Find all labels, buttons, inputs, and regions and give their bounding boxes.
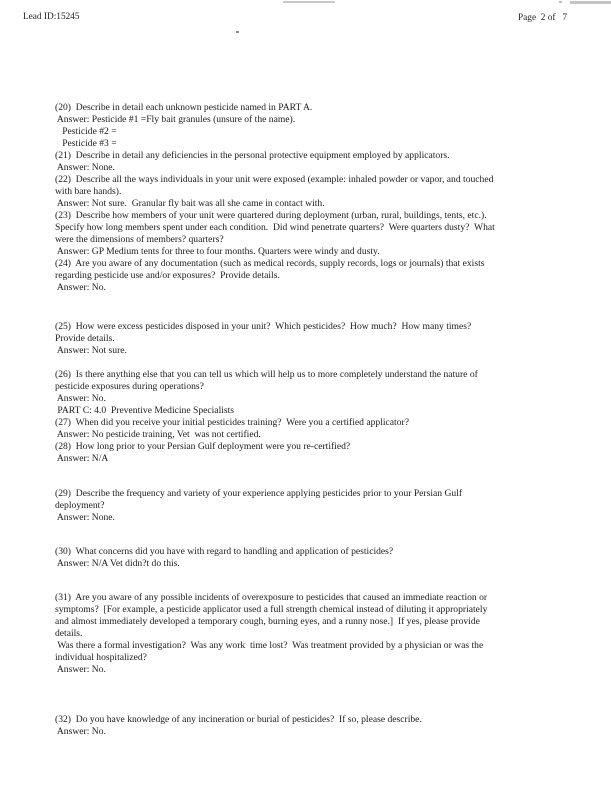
scan-artifact-line xyxy=(570,1,611,4)
text-line: Answer: No. xyxy=(55,726,106,737)
qa-block xyxy=(55,441,495,465)
scan-artifact-dot xyxy=(236,31,239,33)
text-line: pesticide exposures during operations? xyxy=(55,381,204,392)
text-line: Answer: None. xyxy=(55,162,115,173)
text-line: Answer: Pesticide #1 =Fly bait granules (unsure of the name). xyxy=(55,114,296,125)
text-line: Pesticide #2 = xyxy=(55,126,117,137)
text-line: Answer: No pesticide training, Vet was not certified. xyxy=(55,429,261,440)
text-line: (21) Describe in detail any deficiencies in the personal protective equipment employed by applicators. xyxy=(55,150,450,161)
text-line: were the dimensions of members? quarters? xyxy=(55,234,224,245)
qa-block xyxy=(55,210,495,258)
text-line: (23) Describe how members of your unit were quartered during deployment (urban, rural, buildings, tents, etc.). xyxy=(55,210,487,221)
text-line: Specify how long members spent under each condition. Did wind penetrate quarters? Were quarters dusty? What xyxy=(55,222,495,233)
page-number-label: Page 2 of 7 xyxy=(518,13,568,23)
scan-artifact-dot xyxy=(559,1,562,3)
text-line: Answer: Not sure. Granular fly bait was all she came in contact with. xyxy=(55,198,325,209)
qa-block xyxy=(55,150,495,174)
qa-block xyxy=(55,417,495,441)
text-line: Answer: None. xyxy=(55,512,115,523)
scan-artifact-line xyxy=(283,1,335,3)
text-line: symptoms? [For example, a pesticide applicator used a full strength chemical instead of diluting it appropriately xyxy=(55,604,488,615)
text-line: (27) When did you receive your initial pesticides training? Were you a certified applicator? xyxy=(55,417,409,428)
qa-block xyxy=(55,258,495,294)
text-line: (24) Are you aware of any documentation (such as medical records, supply records, logs or journals) that exists xyxy=(55,258,485,269)
text-line: Answer: Not sure. xyxy=(55,345,127,356)
text-line: and almost immediately developed a temporary cough, burning eyes, and a runny nose.] If yes, please provide xyxy=(55,616,480,627)
text-line: Answer: No. xyxy=(55,664,106,675)
qa-block xyxy=(55,546,495,570)
text-line: Answer: N/A Vet didn?t do this. xyxy=(55,558,180,569)
text-line: with bare hands). xyxy=(55,186,122,197)
text-line: details. xyxy=(55,628,83,639)
text-line: PART C: 4.0 Preventive Medicine Specialists xyxy=(55,405,235,416)
qa-block xyxy=(55,174,495,210)
text-line: Answer: GP Medium tents for three to four months. Quarters were windy and dusty. xyxy=(55,246,380,257)
text-line: (25) How were excess pesticides disposed in your unit? Which pesticides? How much? How many times? xyxy=(55,321,472,332)
text-line: Answer: No. xyxy=(55,393,106,404)
qa-block xyxy=(55,714,495,738)
text-line: Pesticide #3 = xyxy=(55,138,117,149)
text-line: (32) Do you have knowledge of any incineration or burial of pesticides? If so, please describe. xyxy=(55,714,422,725)
text-line: (31) Are you aware of any possible incidents of overexposure to pesticides that caused an immediate reaction or xyxy=(55,592,488,603)
text-line: (29) Describe the frequency and variety of your experience applying pesticides prior to your Persian Gulf xyxy=(55,488,463,499)
qa-block xyxy=(55,405,495,417)
qa-block xyxy=(55,488,495,524)
text-line: (22) Describe all the ways individuals in your unit were exposed (example: inhaled powder or vapor, and touched xyxy=(55,174,494,185)
text-line: (26) Is there anything else that you can tell us which will help us to more completely understand the nature of xyxy=(55,369,478,380)
text-line: individual hospitalized? xyxy=(55,652,147,663)
lead-id-label: Lead ID:15245 xyxy=(23,12,80,22)
text-line: (20) Describe in detail each unknown pesticide named in PART A. xyxy=(55,102,313,113)
text-line: deployment? xyxy=(55,500,105,511)
text-line: (30) What concerns did you have with regard to handling and application of pesticides? xyxy=(55,546,394,557)
text-line: regarding pesticide use and/or exposures? Provide details. xyxy=(55,270,280,281)
text-line: Answer: No. xyxy=(55,282,106,293)
document-body xyxy=(55,102,495,738)
qa-block xyxy=(55,592,495,676)
qa-block xyxy=(55,369,495,405)
text-line: (28) How long prior to your Persian Gulf deployment were you re-certified? xyxy=(55,441,351,452)
text-line: Was there a formal investigation? Was any work time lost? Was treatment provided by a physician or was the xyxy=(55,640,484,651)
text-line: Provide details. xyxy=(55,333,115,344)
qa-block xyxy=(55,102,495,150)
qa-block xyxy=(55,321,495,357)
text-line: Answer: N/A xyxy=(55,453,109,464)
